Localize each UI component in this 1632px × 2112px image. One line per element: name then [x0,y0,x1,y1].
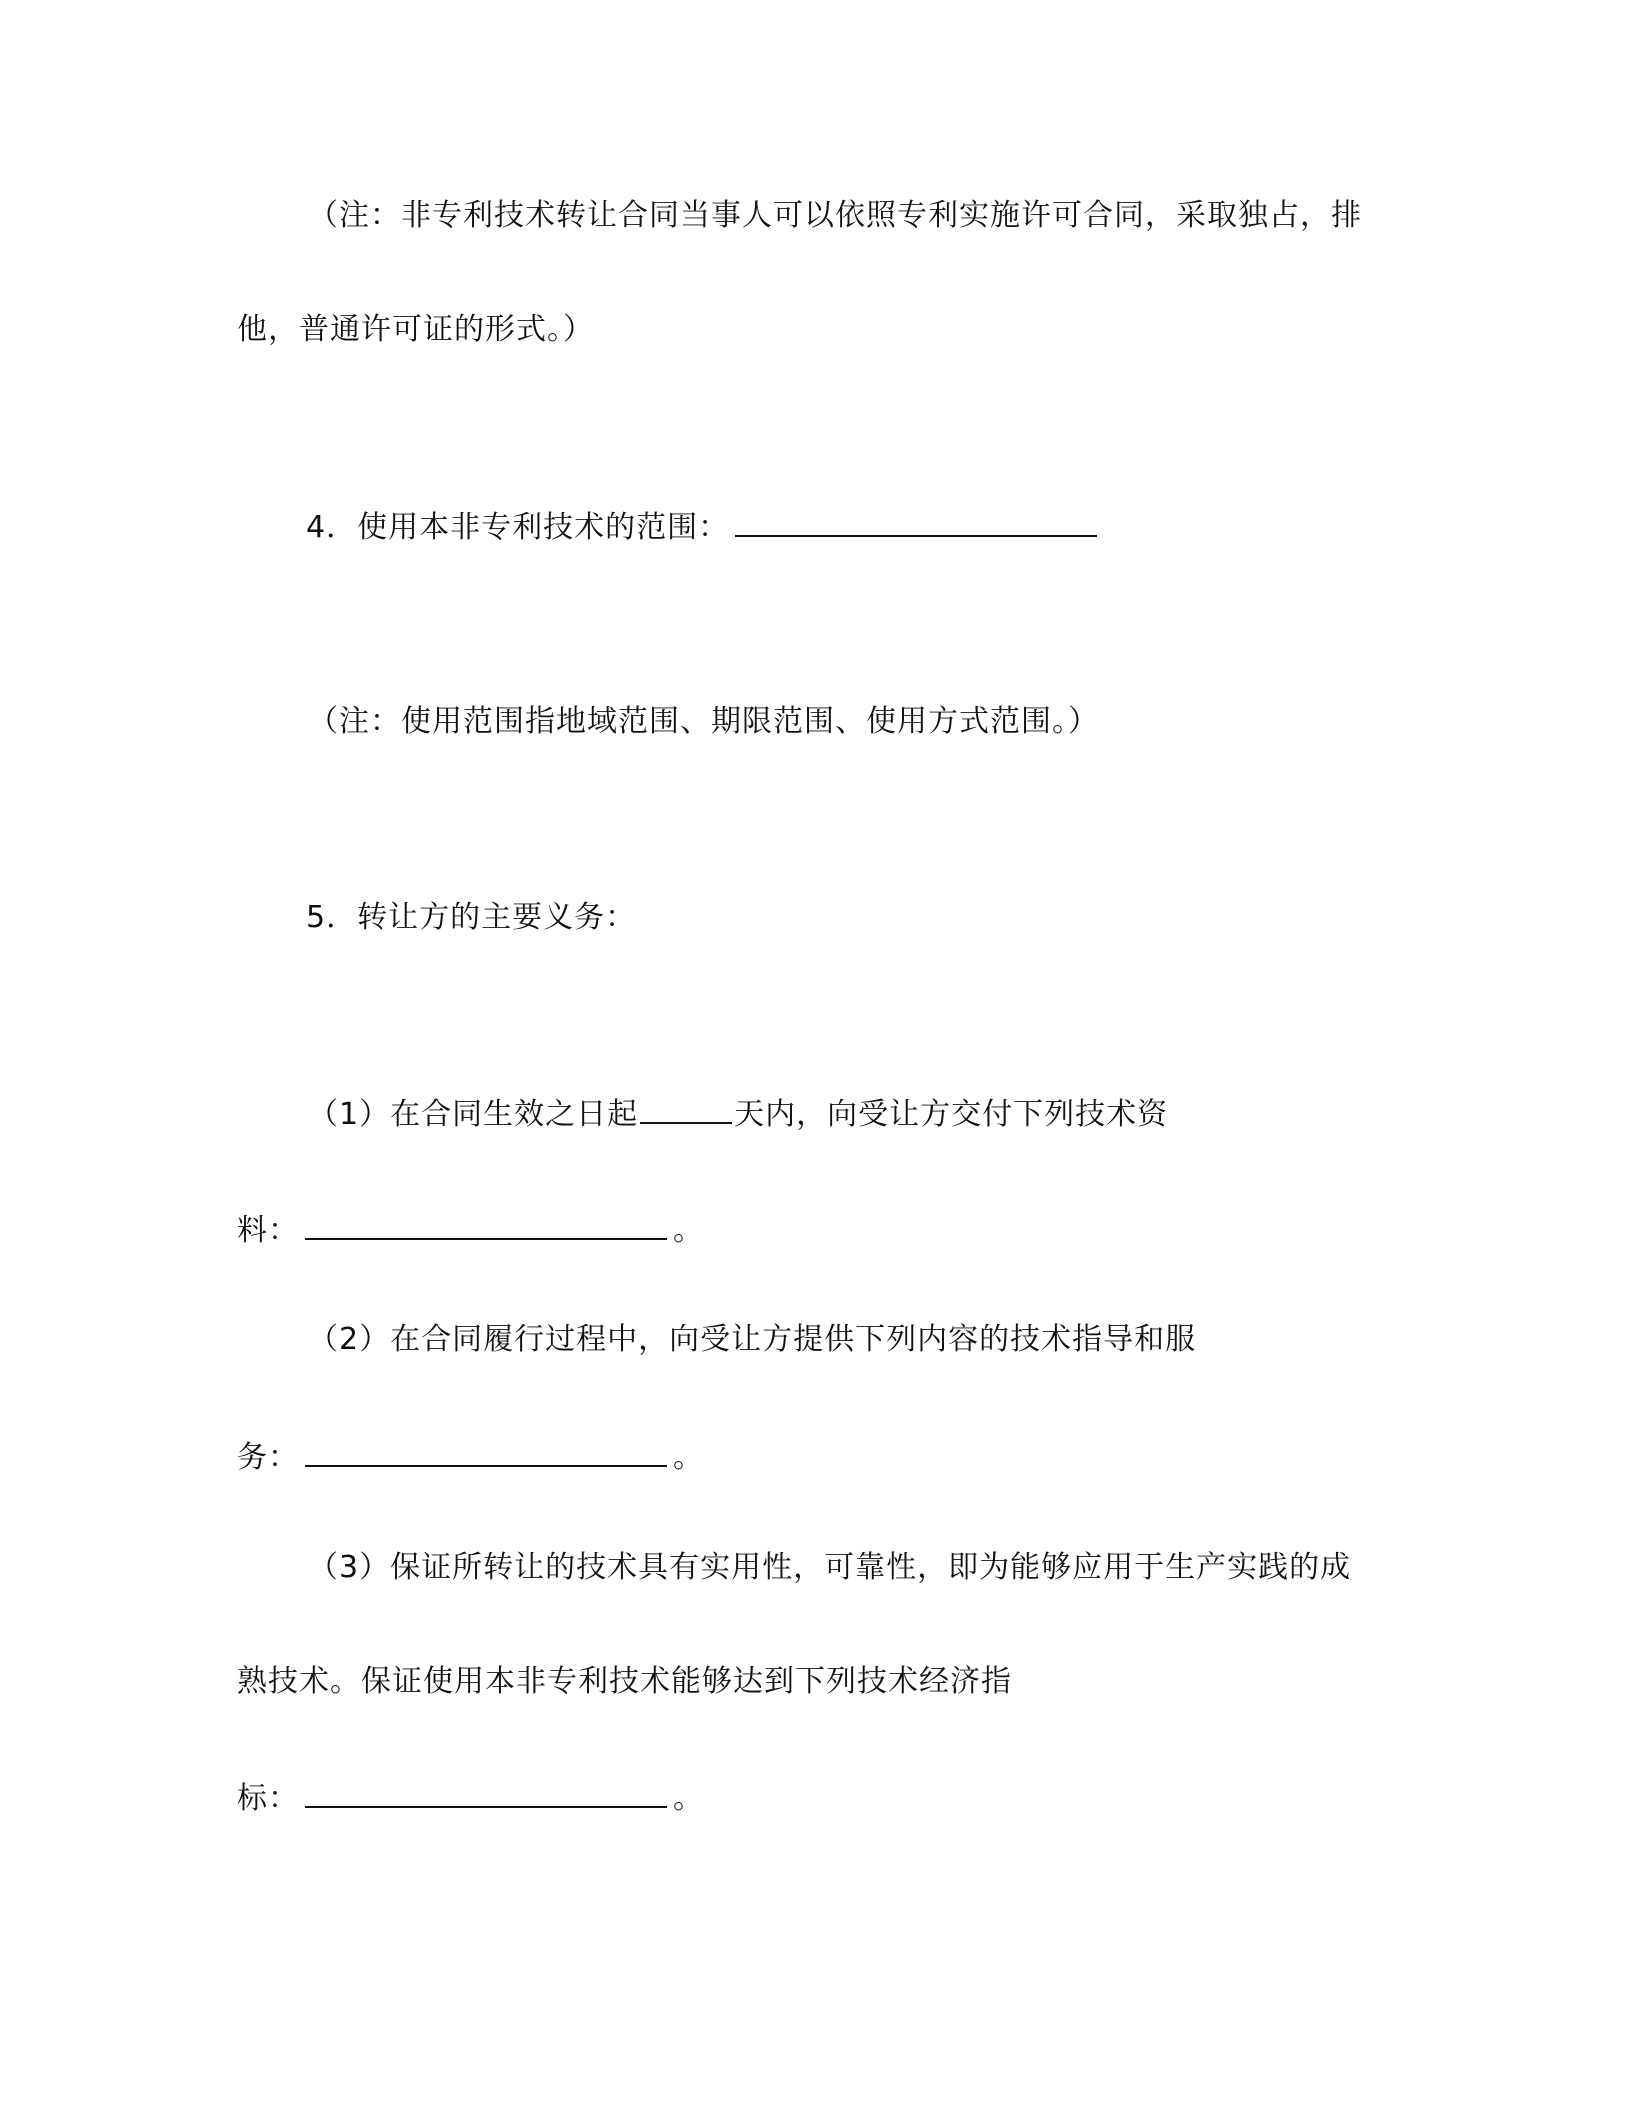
sub-item-1-days-blank[interactable] [640,1092,732,1124]
note-1-text: （注：非专利技术转让合同当事人可以依照专利实施许可合同，采取独占，排 [308,198,1362,233]
item-4-line [306,505,1103,548]
item-5-heading [306,898,636,938]
sub-item-1-line-1 [308,1092,1168,1135]
sub-item-2-services-label: 务： [237,1440,299,1475]
sub-item-1-materials-blank[interactable] [305,1208,667,1240]
sub-item-3-text: （3）保证所转让的技术具有实用性，可靠性，即为能够应用于生产实践的成 [308,1550,1352,1585]
sub-item-3-indicators-label: 标： [237,1781,299,1816]
item-5-heading-text: 5．转让方的主要义务： [306,900,637,935]
sub-item-3-period: 。 [673,1781,704,1816]
sub-item-3-line-2 [237,1662,1012,1702]
sub-item-3-line-3 [237,1776,704,1819]
note-1-text-continued: 他，普通许可证的形式。） [237,312,594,347]
sub-item-2-text: （2）在合同履行过程中，向受让方提供下列内容的技术指导和服 [308,1322,1197,1357]
sub-item-2-line-2 [237,1435,704,1478]
sub-item-1-line-2 [237,1208,704,1251]
sub-item-3-indicators-blank[interactable] [305,1776,667,1808]
note-1-line-2 [237,310,594,350]
note-2-text: （注：使用范围指地域范围、期限范围、使用方式范围。） [308,704,1099,739]
sub-item-1-prefix: （1）在合同生效之日起 [308,1097,639,1132]
sub-item-2-line-1 [308,1320,1196,1360]
item-4-label: 4．使用本非专利技术的范围： [306,510,730,545]
sub-item-2-services-blank[interactable] [305,1435,667,1467]
sub-item-3-line-1 [308,1548,1351,1588]
sub-item-1-materials-label: 料： [237,1213,299,1248]
note-2-line [308,702,1099,742]
sub-item-1-suffix: 天内，向受让方交付下列技术资 [734,1097,1169,1132]
sub-item-3-text-continued: 熟技术。保证使用本非专利技术能够达到下列技术经济指 [237,1664,1012,1699]
sub-item-1-period: 。 [673,1213,704,1248]
sub-item-2-period: 。 [673,1440,704,1475]
item-4-blank-field[interactable] [735,505,1097,537]
note-1-line-1 [308,196,1362,236]
